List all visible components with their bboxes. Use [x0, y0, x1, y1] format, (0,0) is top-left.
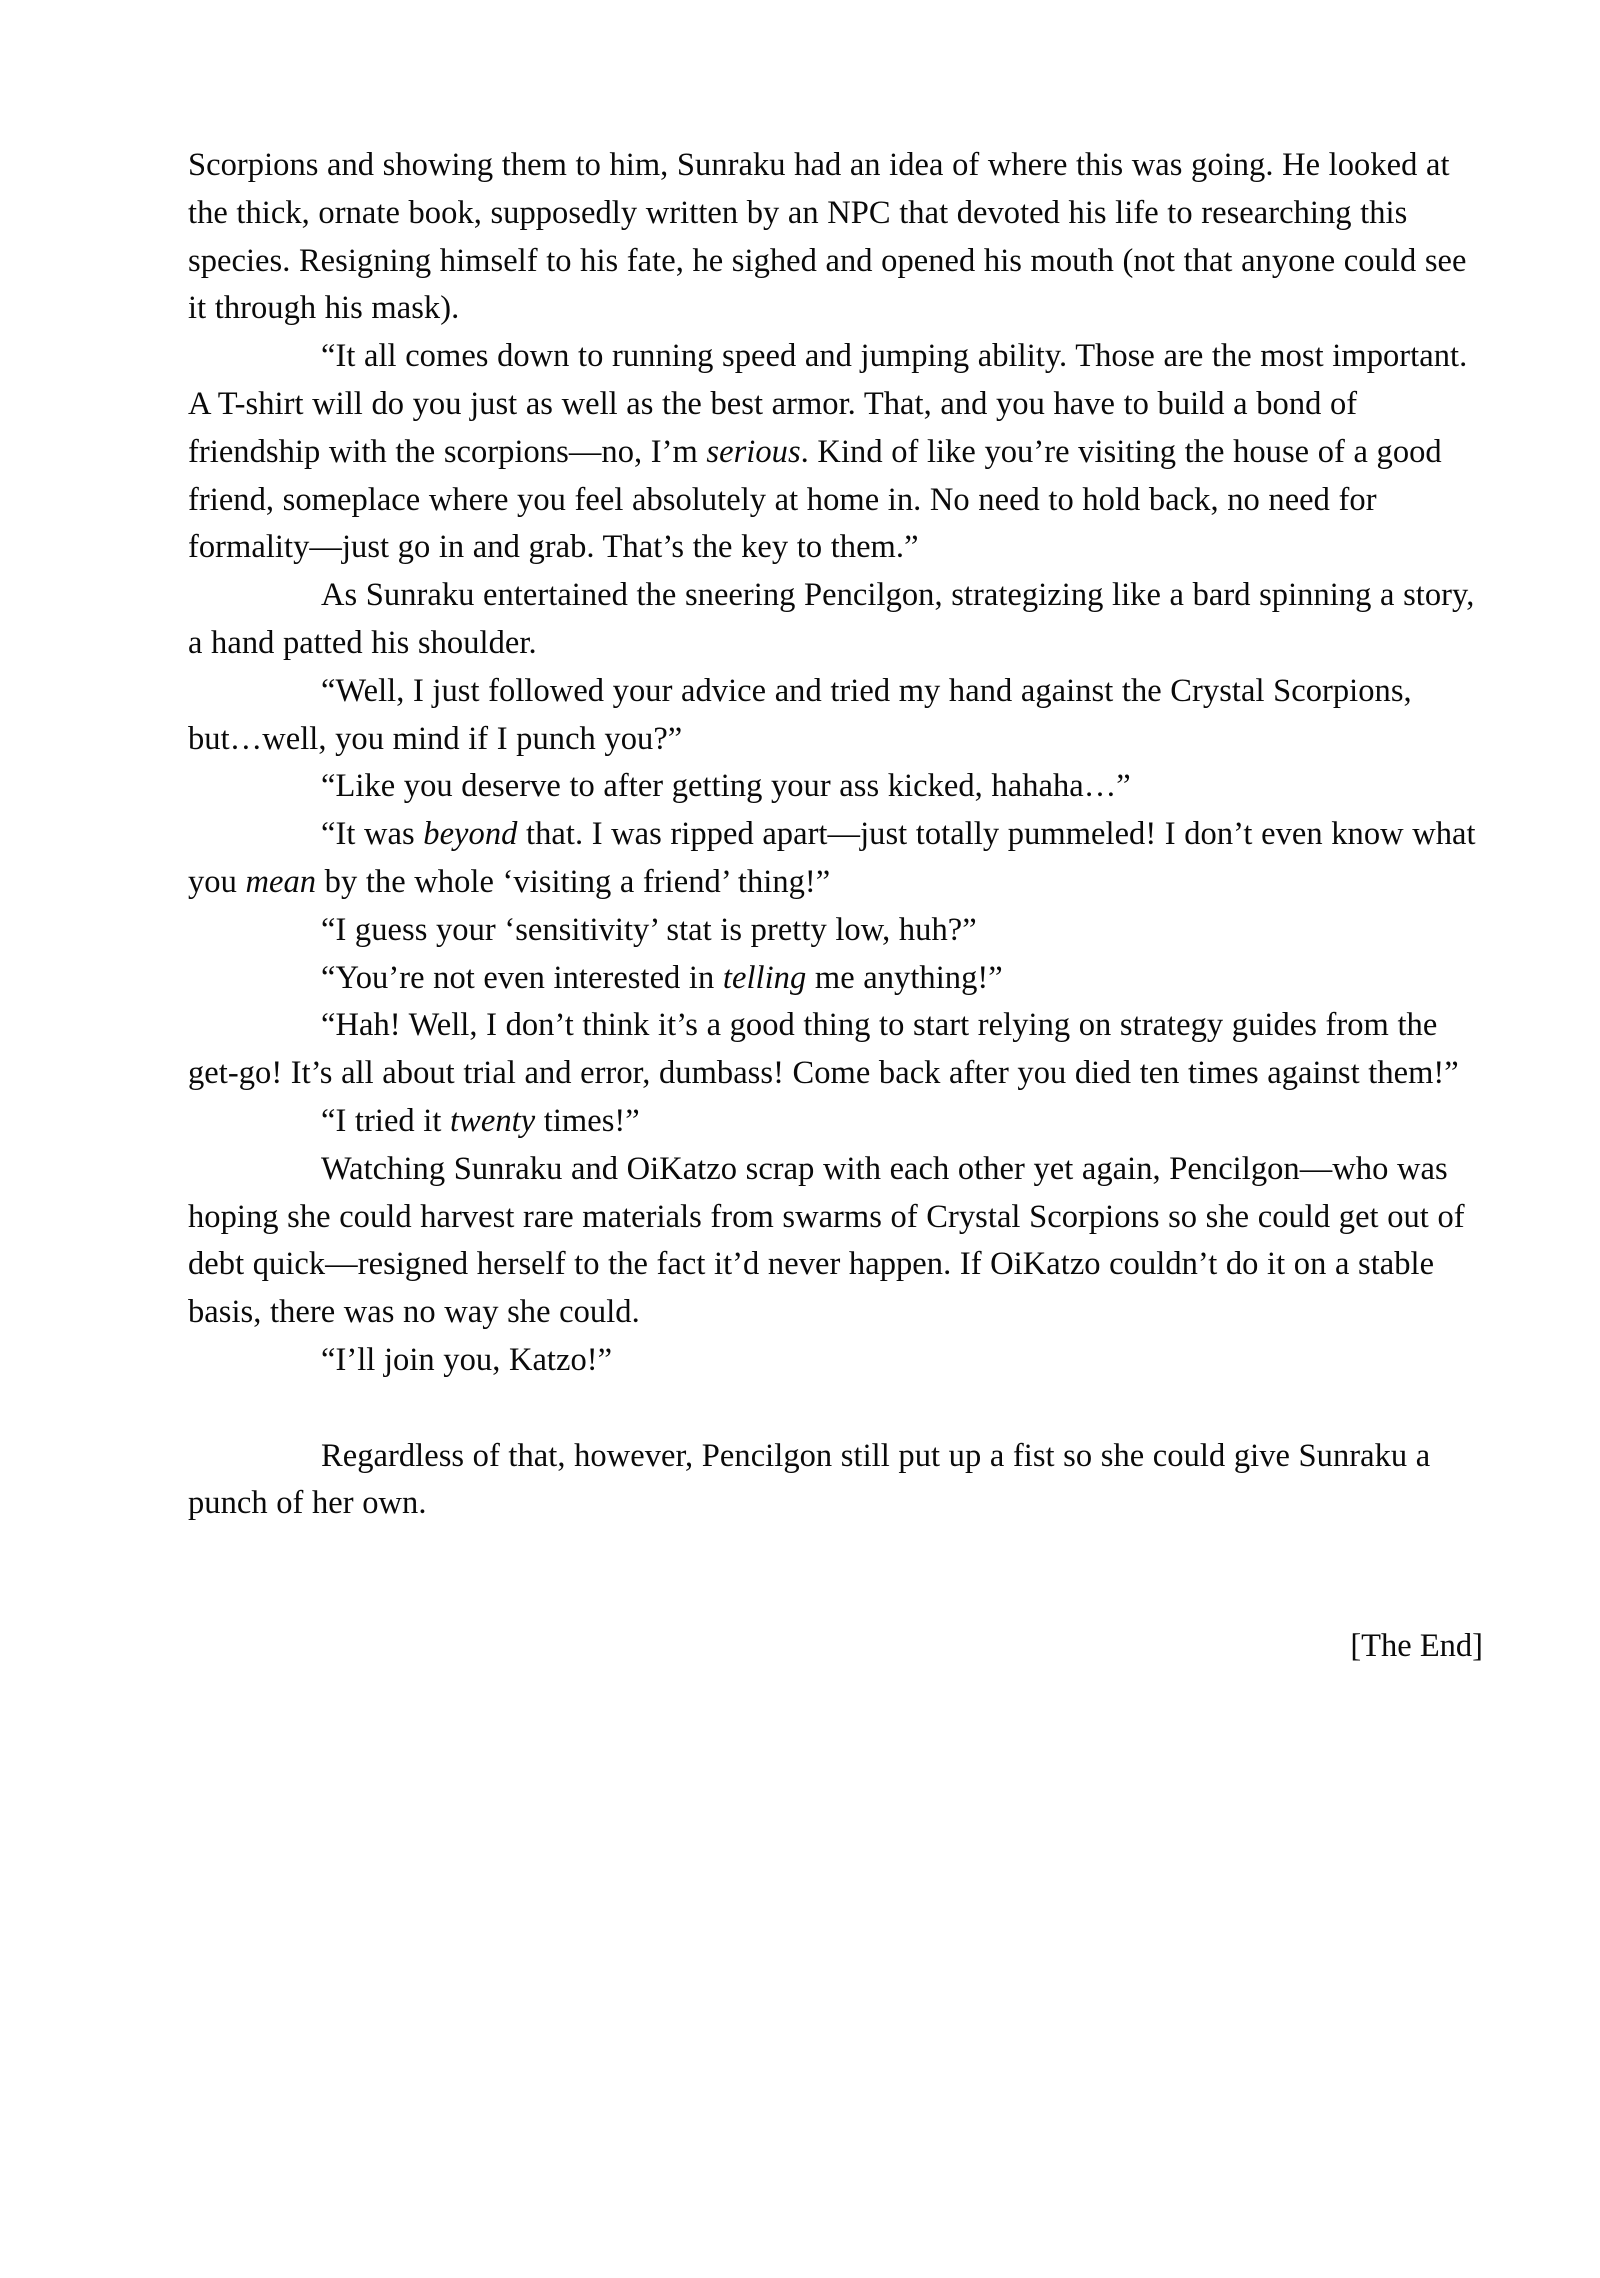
- paragraph-gap: [188, 1385, 1483, 1433]
- emphasis-text: telling: [722, 959, 807, 996]
- text-run: “I’ll join you, Katzo!”: [321, 1341, 613, 1378]
- text-run: “I tried it: [321, 1102, 451, 1139]
- text-run: “I guess your ‘sensitivity’ stat is pretty low, huh?”: [321, 911, 977, 948]
- paragraph: [188, 1433, 1483, 1529]
- paragraph: [188, 668, 1483, 764]
- paragraph: [188, 1098, 1483, 1146]
- paragraph: [188, 955, 1483, 1003]
- paragraph: [188, 811, 1483, 907]
- text-run: Regardless of that, however, Pencilgon still put up a fist so she could give Sunraku a punch of her own.: [188, 1437, 1431, 1522]
- paragraph: [188, 572, 1483, 668]
- text-run: “Well, I just followed your advice and tried my hand against the Crystal Scorpions, but…well, you mind if I punch you?”: [188, 672, 1412, 757]
- body-text: [188, 142, 1483, 1528]
- paragraph: [188, 333, 1483, 572]
- paragraph: [188, 1146, 1483, 1337]
- text-run: that. I was ripped apart—just totally pummeled! I don’t even know what you: [188, 816, 1476, 900]
- emphasis-text: twenty: [450, 1102, 536, 1139]
- text-run: “You’re not even interested in: [321, 959, 723, 996]
- paragraph: [188, 1337, 1483, 1385]
- text-run: me anything!”: [806, 959, 1003, 996]
- paragraph: [188, 1002, 1483, 1098]
- paragraph: [188, 142, 1483, 333]
- text-run: . Kind of like you’re visiting the house of a good friend, someplace where you feel absolutely at home in. No need to hold back, no need for formality—just go in and grab. That’s the key to them.”: [188, 433, 1442, 566]
- emphasis-text: serious: [706, 433, 801, 470]
- end-marker: [The End]: [1350, 1628, 1483, 1665]
- end-spacer: [188, 1528, 1483, 1623]
- text-run: Scorpions and showing them to him, Sunraku had an idea of where this was going. He looked at the thick, ornate book, supposedly written by an NPC that devoted his life to researching this species. Resigning himself to his fate, he sighed and opened his mouth (not that anyone could see it through his mask).: [188, 147, 1467, 327]
- emphasis-text: beyond: [423, 816, 518, 853]
- text-run: “Hah! Well, I don’t think it’s a good thing to start relying on strategy guides from the get-go! It’s all about trial and error, dumbass! Come back after you died ten times against them!”: [188, 1007, 1459, 1092]
- text-run: by the whole ‘visiting a friend’ thing!”: [316, 863, 831, 900]
- text-run: As Sunraku entertained the sneering Pencilgon, strategizing like a bard spinning a story, a hand patted his shoulder.: [188, 577, 1475, 661]
- text-run: “It was: [321, 816, 424, 853]
- text-run: “Like you deserve to after getting your ass kicked, hahaha…”: [321, 768, 1131, 805]
- emphasis-text: mean: [245, 863, 317, 900]
- text-run: “It all comes down to running speed and jumping ability. Those are the most important. A T-shirt will do you just as well as the best armor. That, and you have to build a bond of friendship with the scorpions—no, I’m: [188, 338, 1468, 470]
- paragraph: [188, 763, 1483, 811]
- text-run: Watching Sunraku and OiKatzo scrap with each other yet again, Pencilgon—who was hoping she could harvest rare materials from swarms of Crystal Scorpions so she could get out of debt quick—resigned herself to the fact it’d never happen. If OiKatzo couldn’t do it on a stable basis, there was no way she could.: [188, 1150, 1465, 1331]
- paragraph: [188, 907, 1483, 955]
- text-column: [188, 142, 1483, 1671]
- text-run: times!”: [535, 1102, 640, 1139]
